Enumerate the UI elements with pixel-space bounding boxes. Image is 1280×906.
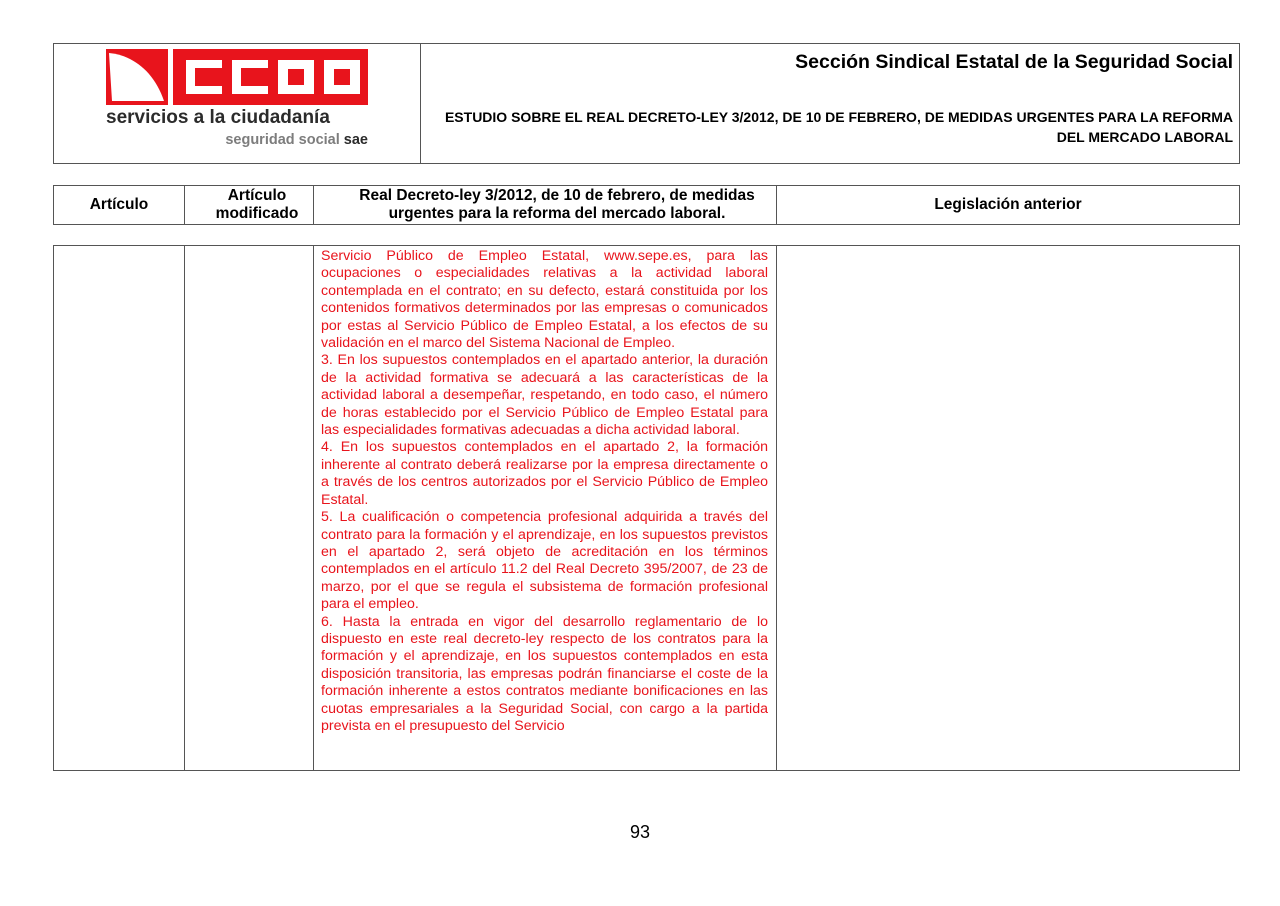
table-header-row bbox=[53, 185, 1240, 225]
column-header-articulo: Artículo bbox=[89, 196, 149, 213]
cell-legislacion-anterior bbox=[777, 246, 1239, 770]
study-title: ESTUDIO SOBRE EL REAL DECRETO-LEY 3/2012, DE 10 DE FEBRERO, DE MEDIDAS URGENTES PARA LA REFORMA DEL MERCADO LABORAL bbox=[444, 109, 1233, 145]
cell-real-decreto-text bbox=[321, 248, 768, 768]
section-title: Sección Sindical Estatal de la Seguridad Social bbox=[795, 51, 1233, 73]
paragraph: 4. En los supuestos contemplados en el apartado 2, la formación inherente al contrato deberá realizarse por la empresa directamente o a través de los centros autorizados por el Servicio Público de Empleo Estatal. bbox=[321, 439, 768, 508]
paragraph: 5. La cualificación o competencia profesional adquirida a través del contrato para la formación y el aprendizaje, en los supuestos previstos en el apartado 2, será objeto de acreditación en los términos contemplados en el artículo 11.2 del Real Decreto 395/2007, de 23 de marzo, por el que se regula el subsistema de formación profesional para el empleo. bbox=[321, 509, 768, 613]
paragraph: 6. Hasta la entrada en vigor del desarrollo reglamentario de lo dispuesto en este real decreto-ley respecto de los contratos para la formación y el aprendizaje, en los supuestos contemplados en esta disposición transitoria, las empresas podrán financiarse el coste de la formación inherente a estos contratos mediante bonificaciones en las cuotas empresariales a la Seguridad Social, con cargo a la partida prevista en el presupuesto del Servicio bbox=[321, 613, 768, 734]
cell-articulo-modificado bbox=[185, 246, 313, 770]
column-divider bbox=[313, 246, 314, 770]
logo-cell bbox=[54, 44, 421, 163]
logo-subtagline bbox=[225, 131, 368, 149]
paragraph: Servicio Público de Empleo Estatal, www.sepe.es, para las ocupaciones o especialidades relativas a la actividad laboral contemplada en el contrato; en su defecto, estará constituida por los contenidos formativos determinados por las empresas o comunicados por estas al Servicio Público de Empleo Estatal, a los efectos de su validación en el marco del Sistema Nacional de Empleo. bbox=[321, 248, 768, 352]
ccoo-logo bbox=[106, 49, 368, 154]
logo-subtagline-sae: sae bbox=[343, 132, 368, 148]
paragraph: 3. En los supuestos contemplados en el apartado anterior, la duración de la actividad formativa se adecuará a las características de la actividad laboral a desempeñar, respetando, en todo caso, el número de horas establecido por el Servicio Público de Empleo Estatal para las especialidades formativas adecuadas a dicha actividad laboral. bbox=[321, 352, 768, 439]
title-cell bbox=[421, 44, 1239, 163]
table-row bbox=[53, 245, 1240, 771]
document-header bbox=[53, 43, 1240, 164]
column-header-articulo-modificado: Artículo modificado bbox=[215, 187, 299, 222]
page-number: 93 bbox=[629, 822, 651, 842]
ccoo-logo-mark bbox=[106, 49, 368, 105]
column-header-legislacion-anterior: Legislación anterior bbox=[934, 196, 1082, 213]
logo-tagline: servicios a la ciudadanía bbox=[106, 107, 330, 128]
logo-subtagline-main: seguridad social bbox=[225, 132, 340, 148]
cell-articulo bbox=[54, 246, 184, 770]
column-header-real-decreto: Real Decreto-ley 3/2012, de 10 de febrero, de medidas urgentes para la reforma del mercado laboral. bbox=[359, 187, 755, 222]
